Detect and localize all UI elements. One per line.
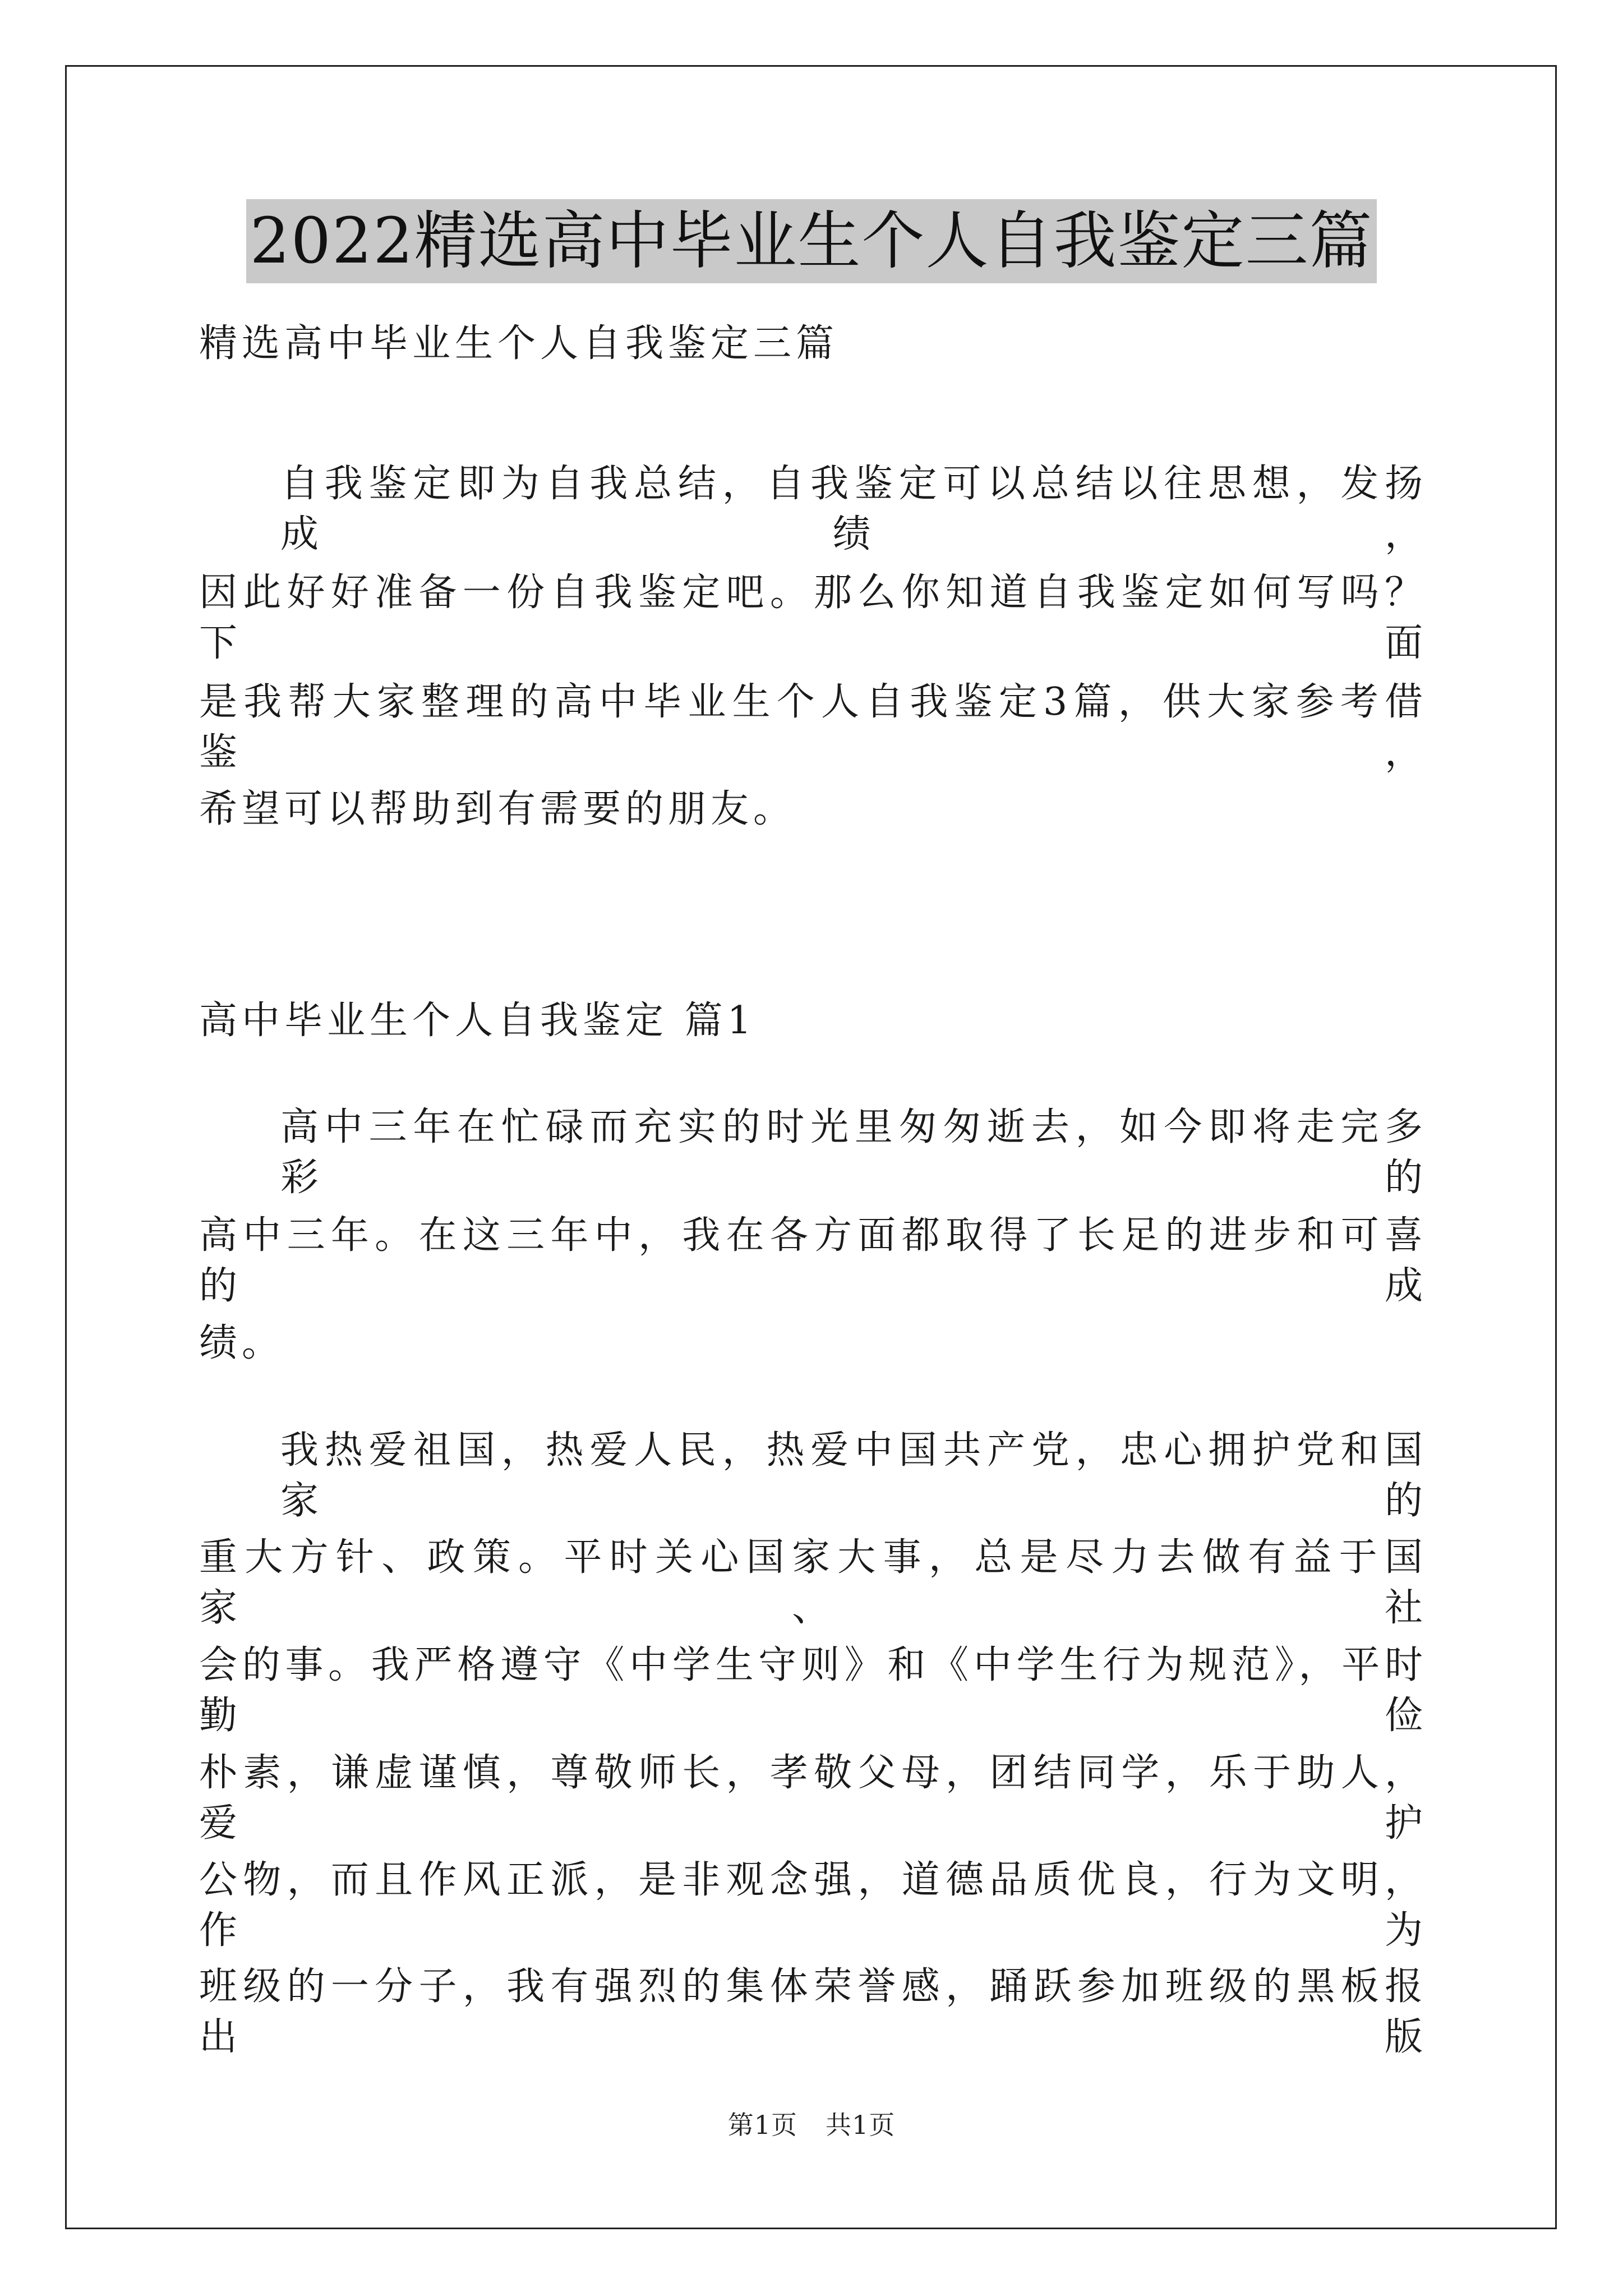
paragraph-line: 重大方针、政策。平时关心国家大事，总是尽力去做有益于国家、社 [199, 1535, 1427, 1630]
page-footer [0, 2108, 1623, 2142]
page-number: 第1页 [727, 2110, 797, 2140]
paragraph-line: 朴素，谦虚谨慎，尊敬师长，孝敬父母，团结同学，乐于助人，爱护 [199, 1751, 1427, 1846]
intro-line: 因此好好准备一份自我鉴定吧。那么你知道自我鉴定如何写吗？下面 [199, 570, 1427, 665]
document-subtitle: 精选高中毕业生个人自我鉴定三篇 [199, 321, 839, 366]
intro-line: 希望可以帮助到有需要的朋友。 [199, 787, 796, 831]
paragraph-line: 会的事。我严格遵守《中学生守则》和《中学生行为规范》，平时勤俭 [199, 1643, 1427, 1738]
title-container [0, 199, 1623, 283]
document-title: 2022精选高中毕业生个人自我鉴定三篇 [246, 199, 1376, 283]
section-heading: 高中毕业生个人自我鉴定 篇1 [199, 999, 756, 1043]
paragraph-line: 绩。 [199, 1321, 285, 1365]
paragraph-line: 公物，而且作风正派，是非观念强，道德品质优良，行为文明，作为 [199, 1858, 1427, 1953]
paragraph-line: 我热爱祖国，热爱人民，热爱中国共产党，忠心拥护党和国家的 [280, 1428, 1427, 1523]
paragraph-line: 高中三年在忙碌而充实的时光里匆匆逝去，如今即将走完多彩的 [280, 1105, 1427, 1200]
intro-line: 是我帮大家整理的高中毕业生个人自我鉴定3篇，供大家参考借鉴， [199, 680, 1427, 775]
paragraph-line: 班级的一分子，我有强烈的集体荣誉感，踊跃参加班级的黑板报出版 [199, 1964, 1427, 2059]
page-total: 共1页 [826, 2110, 896, 2140]
intro-line: 自我鉴定即为自我总结，自我鉴定可以总结以往思想，发扬成绩， [280, 462, 1427, 556]
paragraph-line: 高中三年。在这三年中，我在各方面都取得了长足的进步和可喜的成 [199, 1213, 1427, 1308]
